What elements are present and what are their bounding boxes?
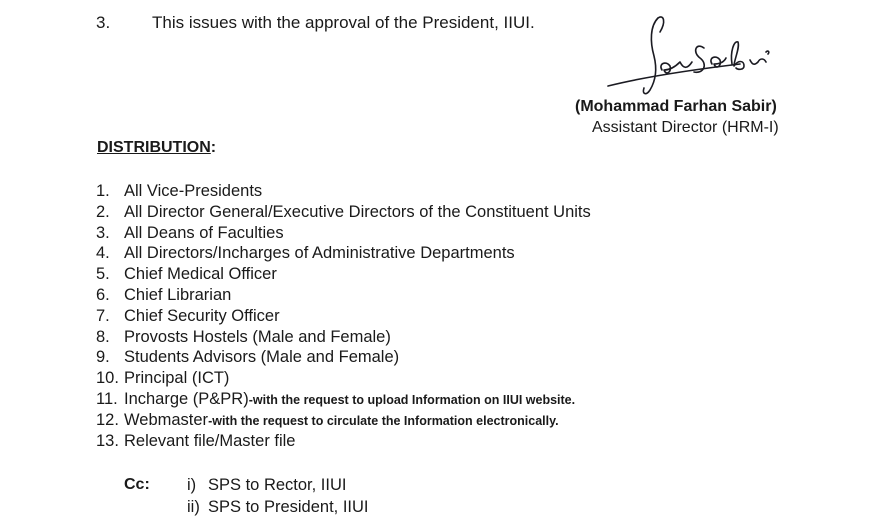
list-item-number: 7. <box>96 306 110 325</box>
cc-item-text: SPS to Rector, IIUI <box>208 476 347 494</box>
list-item-text: Chief Medical Officer <box>124 265 277 284</box>
cc-item-number: i) <box>187 476 197 494</box>
paragraph-3 <box>96 13 535 33</box>
list-item <box>96 223 591 244</box>
list-item <box>96 431 591 452</box>
list-item-number: 6. <box>96 285 110 304</box>
list-item-text: Chief Librarian <box>124 285 232 304</box>
list-item-number: 11. <box>96 389 118 408</box>
paragraph-text: This issues with the approval of the President, IIUI. <box>152 13 535 32</box>
list-item-number: 1. <box>96 182 110 200</box>
paragraph-number: 3. <box>96 13 111 32</box>
list-item <box>96 327 591 348</box>
cc-list <box>187 474 369 518</box>
list-item-number: 5. <box>96 265 110 284</box>
cc-label: Cc: <box>124 476 150 493</box>
list-item <box>96 306 591 327</box>
list-item <box>96 285 591 306</box>
list-item-note: -with the request to circulate the Information electronically. <box>208 413 559 428</box>
distribution-heading-text: DISTRIBUTION <box>97 139 211 156</box>
cc-item <box>187 474 369 496</box>
cc-item-text: SPS to President, IIUI <box>208 498 369 516</box>
list-item-text: Chief Security Officer <box>124 306 280 325</box>
cc-item-number: ii) <box>187 498 200 516</box>
list-item-text: Provosts Hostels (Male and Female) <box>124 327 391 346</box>
list-item-number: 10. <box>96 369 119 388</box>
list-item-text: All Directors/Incharges of Administrative Departments <box>124 244 515 263</box>
list-item-number: 3. <box>96 223 110 242</box>
list-item-note: -with the request to upload Information on IIUI website. <box>248 392 576 407</box>
list-item <box>96 243 591 264</box>
distribution-list <box>96 181 591 451</box>
list-item-text: Webmaster <box>124 410 209 429</box>
list-item <box>96 264 591 285</box>
list-item-text: All Director General/Executive Directors of the Constituent Units <box>124 202 591 221</box>
list-item-text: Relevant file/Master file <box>124 431 296 450</box>
list-item-text: Principal (ICT) <box>124 369 230 388</box>
list-item-text: Incharge (P&PR) <box>124 389 249 408</box>
list-item <box>96 410 591 431</box>
list-item-text: All Deans of Faculties <box>124 223 284 242</box>
distribution-heading-colon: : <box>210 139 217 156</box>
cc-item <box>187 496 369 518</box>
list-item <box>96 181 591 202</box>
list-item-number: 9. <box>96 348 110 367</box>
distribution-heading <box>97 139 216 157</box>
list-item-number: 13. <box>96 431 119 450</box>
list-item-text: All Vice-Presidents <box>124 182 263 200</box>
list-item-number: 8. <box>96 327 110 346</box>
signer-title: Assistant Director (HRM-I) <box>592 119 779 136</box>
list-item <box>96 202 591 223</box>
handwritten-signature <box>600 12 810 102</box>
list-item <box>96 368 591 389</box>
list-item-number: 4. <box>96 244 110 263</box>
list-item-number: 2. <box>96 202 110 221</box>
list-item-number: 12. <box>96 410 119 429</box>
list-item <box>96 347 591 368</box>
list-item-text: Students Advisors (Male and Female) <box>124 348 400 367</box>
signer-name: (Mohammad Farhan Sabir) <box>575 98 777 115</box>
list-item <box>96 389 591 410</box>
